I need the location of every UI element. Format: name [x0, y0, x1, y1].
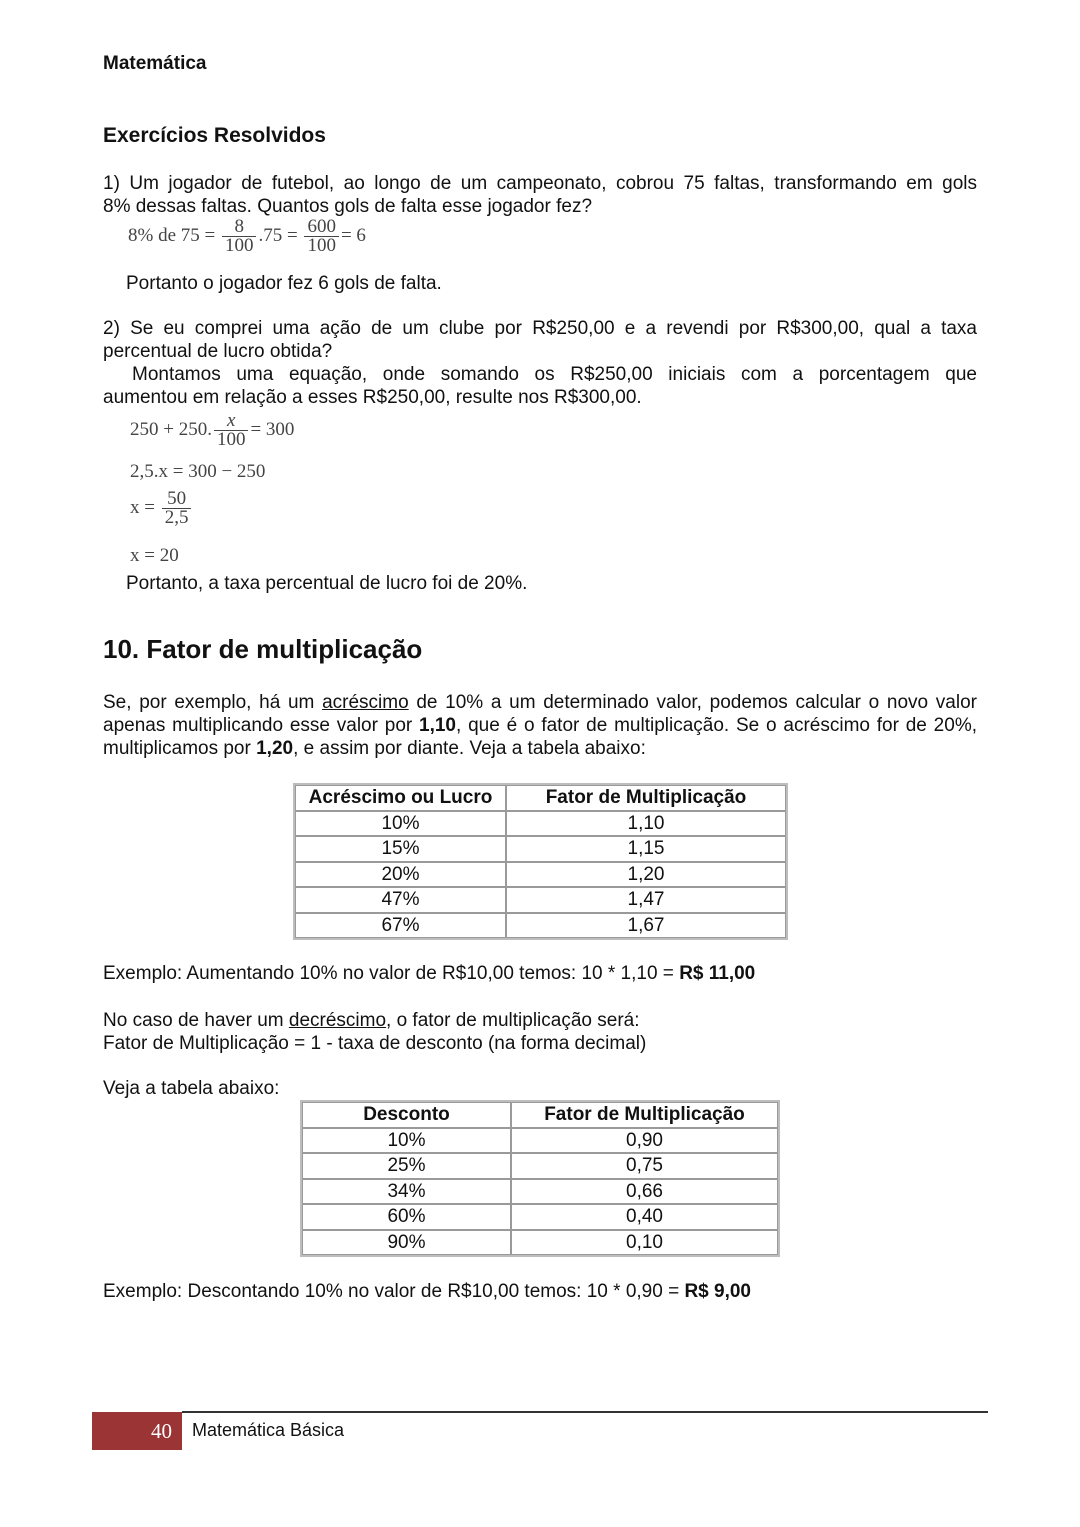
exercise-1-equation — [128, 218, 366, 255]
exercise-1-question-line1: 1) Um jogador de futebol, ao longo de um campeonato, cobrou 75 faltas, transformando em gols — [103, 173, 977, 194]
table-header-cell: Desconto — [302, 1102, 511, 1128]
eq-rhs: = 300 — [250, 418, 295, 440]
table-cell: 47% — [295, 887, 506, 913]
decrease-formula: Fator de Multiplicação = 1 - taxa de desconto (na forma decimal) — [103, 1033, 647, 1054]
fraction-denominator: 2,5 — [162, 508, 192, 527]
running-header-title: Matemática — [103, 53, 207, 74]
exercise-2-explain-line1: Montamos uma equação, onde somando os R$250,00 iniciais com a porcentagem que — [132, 364, 977, 385]
exercise-2-question-line1: 2) Se eu comprei uma ação de um clube por R$250,00 e a revendi por R$300,00, qual a taxa — [103, 318, 977, 339]
see-table-label: Veja a tabela abaixo: — [103, 1078, 280, 1099]
table-header-row — [302, 1102, 778, 1128]
table-row — [295, 862, 786, 888]
decrease-text: No caso de haver um — [103, 1010, 289, 1031]
table-row — [302, 1179, 778, 1205]
intro-bold-factor: 1,10 — [419, 715, 456, 736]
table-row — [302, 1204, 778, 1230]
table-cell: 67% — [295, 913, 506, 939]
eq1-mid: .75 = — [258, 224, 298, 246]
fraction-numerator: 600 — [307, 216, 336, 237]
fraction-x-over-100 — [214, 412, 249, 449]
fraction-numerator: 50 — [167, 488, 187, 509]
exercise-2-question-line2: percentual de lucro obtida? — [103, 341, 333, 362]
eq1-result: = 6 — [340, 224, 366, 246]
example-result: R$ 11,00 — [679, 963, 756, 984]
footer-rule — [182, 1411, 988, 1413]
exercise-1-question-line2: 8% dessas faltas. Quantos gols de falta esse jogador fez? — [103, 196, 593, 217]
intro-bold-factor: 1,20 — [256, 738, 294, 759]
intro-underlined-acrescimo: acréscimo — [322, 692, 409, 713]
increase-factor-table — [293, 783, 788, 940]
table-header-cell: Fator de Multiplicação — [511, 1102, 778, 1128]
exercise-2-explain-line2: aumentou em relação a esses R$250,00, resulte nos R$300,00. — [103, 387, 642, 408]
fraction-denominator: 100 — [214, 430, 249, 449]
fraction-numerator: 8 — [234, 216, 244, 237]
intro-text: de 10% a um determinado valor, podemos calcular o novo valor apenas multiplicando esse valor por — [103, 692, 977, 736]
intro-text: , e assim por diante. Veja a tabela abaixo: — [293, 738, 646, 759]
table-cell: 1,20 — [506, 862, 786, 888]
example-increase — [103, 962, 977, 985]
table-cell: 0,10 — [511, 1230, 778, 1256]
intro-text: , que é o fator de multiplicação. Se o acréscimo for de 20%, multiplicamos por — [103, 715, 977, 759]
page-number: 40 — [92, 1412, 182, 1450]
exercises-heading: Exercícios Resolvidos — [103, 124, 326, 147]
fraction-denominator: 100 — [222, 236, 257, 255]
section-intro-paragraph — [103, 691, 977, 760]
table-cell: 90% — [302, 1230, 511, 1256]
table-cell: 15% — [295, 836, 506, 862]
table-header-row — [295, 785, 786, 811]
table-cell: 1,67 — [506, 913, 786, 939]
table-cell: 0,75 — [511, 1153, 778, 1179]
decrease-factor-table — [300, 1100, 780, 1257]
fraction-8-over-100 — [222, 218, 257, 255]
example-result: R$ 9,00 — [684, 1281, 751, 1302]
table-cell: 60% — [302, 1204, 511, 1230]
exercise-2-equation-3 — [130, 490, 193, 527]
fraction-600-over-100 — [304, 218, 339, 255]
exercise-2-question — [103, 317, 977, 409]
table-row — [295, 913, 786, 939]
table-row — [295, 887, 786, 913]
decrease-intro-line1 — [103, 1009, 977, 1032]
fraction-numerator: x — [227, 410, 236, 431]
exercise-2-equation-2: 2,5.x = 300 − 250 — [130, 461, 266, 482]
exercise-2-equation-4: x = 20 — [130, 545, 179, 566]
table-cell: 1,15 — [506, 836, 786, 862]
exercise-1-question — [103, 172, 977, 218]
section-heading: 10. Fator de multiplicação — [103, 634, 423, 664]
table-row — [295, 811, 786, 837]
table-header-cell: Fator de Multiplicação — [506, 785, 786, 811]
table-cell: 1,47 — [506, 887, 786, 913]
table-cell: 0,66 — [511, 1179, 778, 1205]
table-row — [302, 1230, 778, 1256]
example-text: Exemplo: Aumentando 10% no valor de R$10,00 temos: 10 * 1,10 = — [103, 963, 680, 984]
table-row — [302, 1153, 778, 1179]
table-cell: 10% — [302, 1128, 511, 1154]
table-cell: 25% — [302, 1153, 511, 1179]
eq1-lhs: 8% de 75 = — [128, 224, 216, 246]
example-decrease — [103, 1280, 977, 1303]
eq-lhs: x = — [130, 496, 155, 518]
decrease-intro — [103, 1009, 977, 1055]
table-row — [302, 1128, 778, 1154]
fraction-denominator: 100 — [304, 236, 339, 255]
decrease-text: , o fator de multiplicação será: — [386, 1010, 640, 1031]
fraction-50-over-2-5 — [162, 490, 192, 527]
table-cell: 10% — [295, 811, 506, 837]
table-cell: 0,90 — [511, 1128, 778, 1154]
exercise-1-answer: Portanto o jogador fez 6 gols de falta. — [126, 273, 442, 294]
table-row — [295, 836, 786, 862]
decrease-underlined-decrescimo: decréscimo — [288, 1010, 387, 1031]
table-cell: 1,10 — [506, 811, 786, 837]
example-text: Exemplo: Descontando 10% no valor de R$10,00 temos: 10 * 0,90 = — [103, 1281, 685, 1302]
eq-lhs: 250 + 250. — [130, 418, 212, 440]
table-cell: 20% — [295, 862, 506, 888]
footer-book-title: Matemática Básica — [192, 1420, 345, 1440]
exercise-2-equation-1 — [130, 412, 294, 449]
table-header-cell: Acréscimo ou Lucro — [295, 785, 506, 811]
table-cell: 34% — [302, 1179, 511, 1205]
exercise-2-answer: Portanto, a taxa percentual de lucro foi de 20%. — [126, 573, 528, 594]
intro-text: Se, por exemplo, há um — [103, 692, 323, 713]
table-cell: 0,40 — [511, 1204, 778, 1230]
